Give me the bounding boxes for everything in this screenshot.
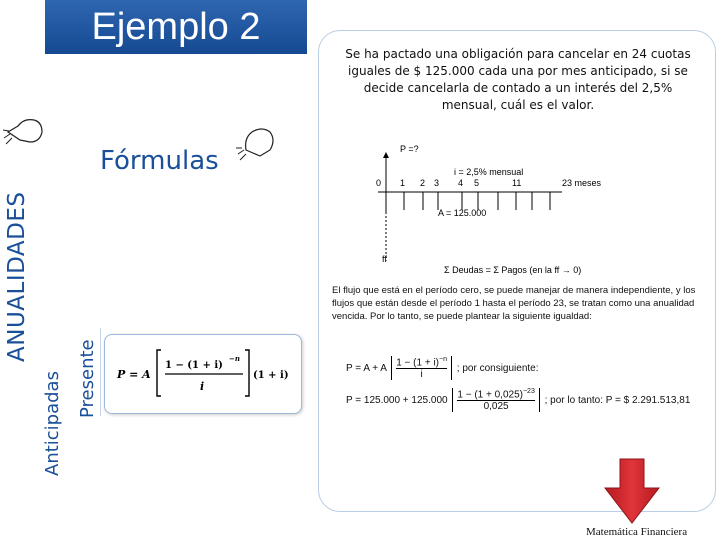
formula-numerator: 1 − (1 + i) <box>165 360 223 371</box>
balance-label: Σ Deudas = Σ Pagos (en la ff → 0) <box>444 265 582 275</box>
formula-factor: (1 + i) <box>253 370 289 381</box>
payment-label: A = 125.000 <box>438 208 487 218</box>
eq1-numerator: 1 − (1 + i) <box>396 357 440 369</box>
pointing-hand-icon <box>234 120 278 164</box>
down-arrow-icon[interactable] <box>604 458 660 524</box>
formula <box>111 340 297 406</box>
tick-label: 5 <box>474 178 480 188</box>
sidebar-subcategory: Anticipadas <box>42 371 63 476</box>
eq2-denominator: 0,025 <box>483 401 509 413</box>
page-title: Ejemplo 2 <box>45 0 307 54</box>
eq2-tail: ; por lo tanto: P = $ 2.291.513,81 <box>544 394 691 406</box>
eq2-exponent: −23 <box>522 388 535 395</box>
formula-denominator: i <box>200 380 205 393</box>
cash-flow-diagram <box>326 136 626 286</box>
sidebar-category: ANUALIDADES <box>4 191 30 362</box>
footer-text: Matemática Financiera <box>586 526 688 538</box>
formula-exponent: −n <box>229 354 240 363</box>
eq1-tail: ; por consiguiente: <box>456 362 539 374</box>
tick-label: 2 <box>420 178 426 188</box>
explanation-text: El flujo que está en el período cero, se puede manejar de manera independiente, y los flujos que están desde el período 1 hasta el período 23, se tratan como una anualidad vencida. Por lo tanto, se puede plantear la siguiente igualdad: <box>332 285 696 322</box>
sidebar-type: Presente <box>77 339 98 418</box>
eq2-lhs: P = 125.000 + 125.000 <box>346 394 448 406</box>
formula-lhs: P = A <box>117 368 151 381</box>
tick-label: 4 <box>458 178 464 188</box>
formula-box <box>104 334 302 414</box>
rate-label: i = 2,5% mensual <box>454 167 524 177</box>
equation-2 <box>346 388 706 412</box>
tick-label: 0 <box>376 178 382 188</box>
pointing-hand-icon <box>2 112 46 152</box>
ff-label: ff <box>382 254 387 264</box>
eq1-denominator: i <box>420 369 423 381</box>
eq1-exponent: −n <box>439 356 447 363</box>
tick-label: 1 <box>400 178 406 188</box>
eq2-numerator: 1 − (1 + 0,025) <box>457 389 523 401</box>
divider <box>100 328 101 416</box>
eq1-lhs: P = A + A <box>346 362 387 374</box>
problem-statement: Se ha pactado una obligación para cancelar en 24 cuotas iguales de $ 125.000 cada una por mes anticipado, si se decide cancelarla de contado a un interés del 2,5% mensual, cuál es el valor. <box>345 47 691 112</box>
p-label: P =? <box>400 144 419 154</box>
tick-label: 3 <box>434 178 440 188</box>
tick-label: 11 <box>512 178 522 188</box>
end-label: 23 meses <box>562 178 602 188</box>
section-label: Fórmulas <box>100 146 219 176</box>
equation-1 <box>346 356 686 380</box>
